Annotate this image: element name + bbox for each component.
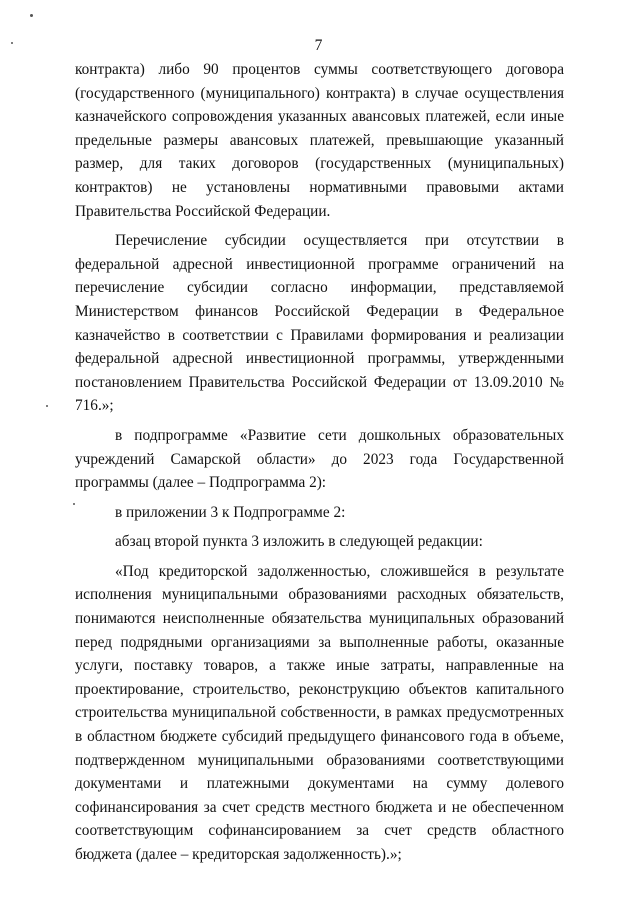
paragraph-payables-definition: «Под кредиторской задолженностью, сложившейся в результате исполнения муниципальными образованиями расходных обязательств, понимаются неисполненные обязательства муниципальных образований перед подрядными организациями за выполненные работы, оказанные услуги, поставку товаров, а также иные затраты, направленные на проектирование, строительство, реконструкцию объектов капитального строительства муниципальной собственности, в рамках предусмотренных в областном бюджете субсидий предыдущего финансового года в объеме, подтвержденном муниципальными образованиями соответствующими документами и платежными документами на сумму долевого софинансирования за счет средств местного бюджета и не обеспеченном соответствующим софинансированием за счет средств областного бюджета (далее – кредиторская задолженность).»; — [75, 562, 564, 863]
scan-speck — [46, 405, 48, 407]
paragraph-appendix-3: в приложении 3 к Подпрограмме 2: — [115, 503, 346, 521]
scan-speck — [73, 503, 75, 505]
paragraph-subprogram-2: в подпрограмме «Развитие сети дошкольных образовательных учреждений Самарской области» до 2023 года Государственной программы (далее – Подпрограмма 2): — [75, 426, 564, 492]
page-number: 7 — [314, 37, 323, 54]
paragraph-subsidy-transfer: Перечисление субсидии осуществляется при отсутствии в федеральной адресной инвестиционной программе ограничений на перечисление субсидии согласно информации, представляемой Министерством финансов Российской Федерации в Федеральное казначейство в соответствии с Правилами формирования и реализации федеральной адресной инвестиционной программы, утвержденными постановлением Правительства Российской Федерации от 13.09.2010 № 716.»; — [75, 232, 564, 415]
document-body — [75, 58, 564, 867]
paragraph-clause-3-amendment: абзац второй пункта 3 изложить в следующей редакции: — [115, 533, 483, 551]
paragraph-contract-limits: контракта) либо 90 процентов суммы соответствующего договора (государственного (муниципального) контракта) в случае осуществления казначейского сопровождения указанных авансовых платежей, если иные предельные размеры авансовых платежей, превышающие указанный размер, для таких договоров (государственных (муниципальных) контрактов) не установлены нормативными правовыми актами Правительства Российской Федерации. — [75, 61, 564, 220]
scan-speck — [30, 14, 33, 17]
scan-speck — [11, 42, 13, 44]
